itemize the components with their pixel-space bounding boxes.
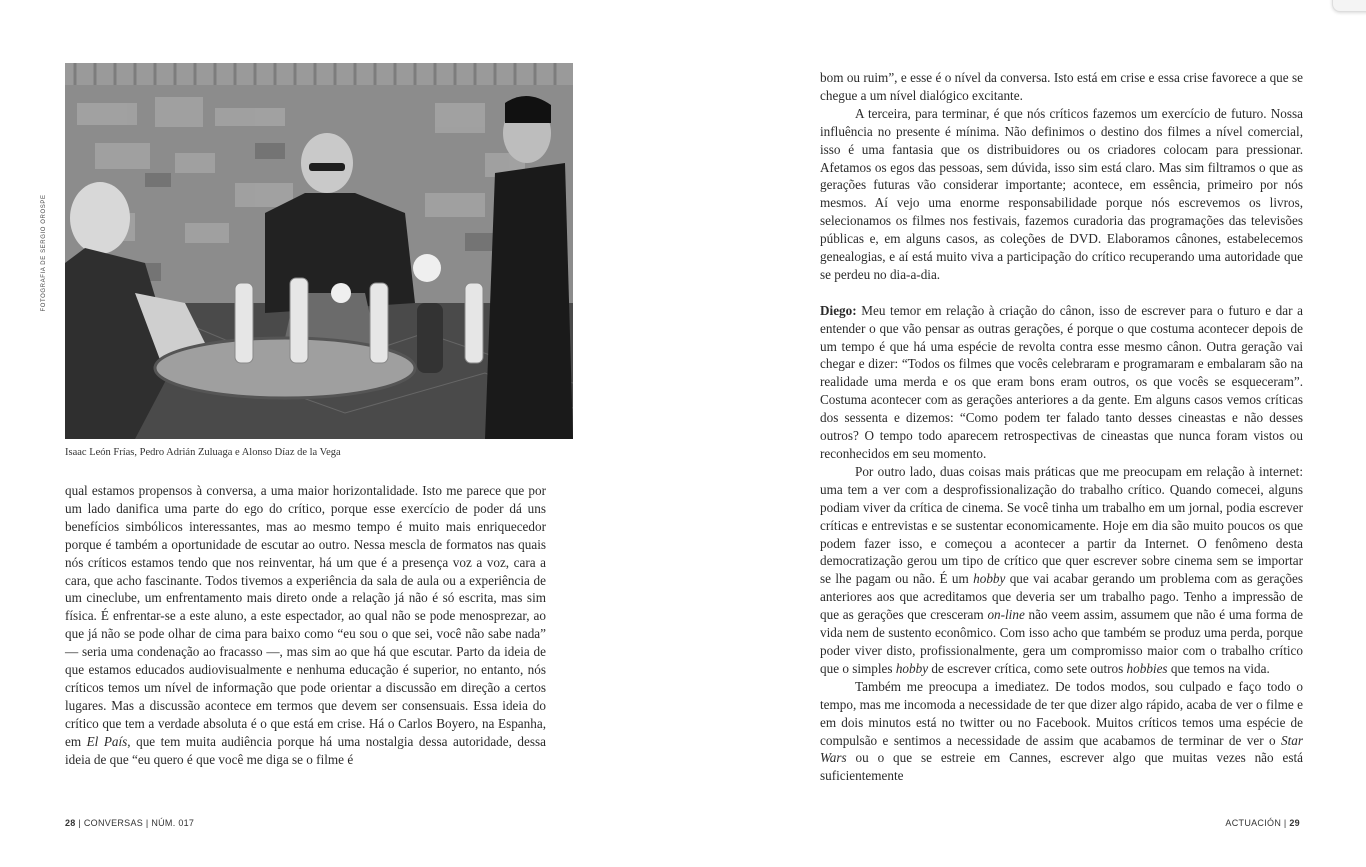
el-pais-italic: El País [86,733,128,749]
p4-text-d: de escrever crítica, como sete outros [928,660,1127,676]
p4-text-c: não veem assim, assumem que não é uma forma de vida nem de sustento econômico. Com isso acho que também se produz uma perda, porque poder viver disto, profissionalmente, gera um compromisso maior com o trabalho crítico que o simples [820,607,1303,676]
left-paragraph-text-b: , que tem muita audiência porque há uma nostalgia dessa autoridade, dessa ideia de que “eu quero é que você me diga se o filme é [65,733,546,767]
left-paragraph [65,482,546,769]
right-text-column [820,69,1303,785]
photo-caption: Isaac León Frías, Pedro Adrián Zuluaga e Alonso Díaz de la Vega [65,447,341,458]
right-paragraph-5 [820,678,1303,785]
p4-hobby2-italic: hobby [895,660,929,676]
photograph [65,63,573,439]
left-footer-text: | CONVERSAS | NÚM. 017 [75,818,195,828]
right-page-footer [1225,818,1300,828]
left-paragraph-text-a: qual estamos propensos à conversa, a uma maior horizontalidade. Isto me parece que por um lado danifica uma parte do ego do crítico, porque esse exercício de poder dá uns benefícios simbólicos interessantes, mas ao mesmo tempo é muito mais enriquecedor porque é também a oportunidade de escutar ao outro. Nessa mescla de formatos nas quais nós críticos estamos tendo que nos reinventar, há um que é a presença voz a voz, cara a cara, que acho fascinante. Todos tivemos a experiência da sala de aula ou a experiência de um cineclube, um enfrentamento mais direto onde a relação já não é só escrita, mas sim física. É enfrentar-se a este aluno, a este espectador, ao qual não se pode menosprezar, ao que já não se pode olhar de cima para baixo como “eu sou o que sei, você não sabe nada” — seria uma condenação ao fracasso —, mas sim ao que há que escutar. Parto da ideia de que estamos educados audiovisualmente e nenhuma educação é superior, no entanto, nós críticos temos um nível de informação que pode orientar a discussão em direção a certos lugares. Mas a discussão acontece em termos que devem ser consensuais. Essa ideia do crítico que tem a verdade absoluta é o que está em crise. Há o Carlos Boyero, na Espanha, em [65,483,546,749]
photograph-image [65,63,573,439]
right-paragraph-1: bom ou ruim”, e esse é o nível da conversa. Isto está em crise e essa crise favorece a que se chegue a um nível dialógico excitante. [820,70,1303,103]
left-page-footer [65,818,194,828]
right-paragraph-4 [820,463,1303,678]
p4-hobby-italic: hobby [973,571,1006,587]
p4-text-e: que temos na vida. [1167,660,1270,676]
right-paragraph-3 [820,302,1303,463]
right-footer-text: ACTUACIÓN | [1225,818,1290,828]
p4-hobbies-italic: hobbies [1126,660,1168,676]
left-text-column [65,482,546,769]
p4-online-italic: on-line [987,607,1025,623]
star-wars-italic: Star Wars [820,732,1303,766]
photo-credit-text: FOTOGRAFIA DE SERGIO OROSPE [41,194,47,312]
right-page [683,0,1366,867]
right-paragraph-3-text: Meu temor em relação à criação do cânon, isso de escrever para o futuro e dar a entender o que vão pensar as outras gerações, é porque o que costuma acontecer depois de um tempo é que há uma espécie de revolta contra esse mesmo cânon. Outra geração vai chegar e dizer: “Todos os filmes que vocês celebraram e programaram e embalaram são na realidade uma merda e os que eram bons eram outros, os que vocês se esqueceram”. Costuma acontecer com as gerações anteriores a da gente. Em alguns casos vemos críticas dos sessenta e dizemos: “Como podem ter falado tanto desses cineastas e não desses outros? O tempo todo aparecem retrospectivas de cineastas que nunca foram vistos ou reconhecidos em seu momento. [820,302,1303,462]
p4-text-b: que vai acabar gerando um problema com as gerações anteriores aos que acreditamos que deveria ser um trabalho pago. Tenho a impressão de que as gerações que cresceram [820,571,1303,623]
left-page-number: 28 [65,818,76,828]
right-paragraph-2: A terceira, para terminar, é que nós críticos fazemos um exercício de futuro. Nossa influência no presente é mínima. Não definimos o destino dos filmes a nível comercial, isso é uma fantasia que os distribuidores ou os criadores colocam para pressionar. Afetamos os egos das pessoas, sem dúvida, isso sim está claro. Mas sim filtramos o que as gerações futuras vão considerar importante; acontece, em essência, primeiro por nós mesmos. Aí vejo uma enorme responsabilidade porque nós escrevemos os livros, selecionamos os filmes nos festivais, fazemos curadoria das programações das televisões públicas e, em alguns casos, as coleções de DVD. Elaboramos cânones, estabelecemos genealogias, e aí está muito viva a participação do crítico recuperando uma autoridade que se perdeu no dia-a-dia. [820,105,1303,282]
p5-text-b: ou o que se estreie em Cannes, escrever algo que muitas vezes não está suficientemente [820,750,1303,784]
p4-text-a: Por outro lado, duas coisas mais práticas que me preocupam em relação à internet: uma tem a ver com a desprofissionalização do trabalho crítico. Quando comecei, alguns podiam viver da crítica de cinema. Se você tinha um trabalho em um jornal, podia escrever críticas e entrevistas e se sustentar economicamente. Hoje em dia são muito poucos os que podem fazer isso, e começou a acontecer a partir da Internet. O fenômeno desta democratização gerou um tipo de crítico que quer escrever sobre cinema sem se importar se lhe pagam ou não. É um [820,463,1303,587]
right-page-number: 29 [1289,818,1300,828]
photo-credit [41,63,58,439]
p5-text-a: Também me preocupa a imediatez. De todos modos, sou culpado e faço todo o tempo, mas me incomoda a necessidade de ter que dizer algo rápido, acaba de ver o filme e em dois minutos está no twitter ou no Facebook. Muitos críticos temos uma espécie de compulsão e sentimos a necessidade de assim que acabamos de terminar de ver o [820,678,1303,748]
speaker-label: Diego: [820,302,857,318]
